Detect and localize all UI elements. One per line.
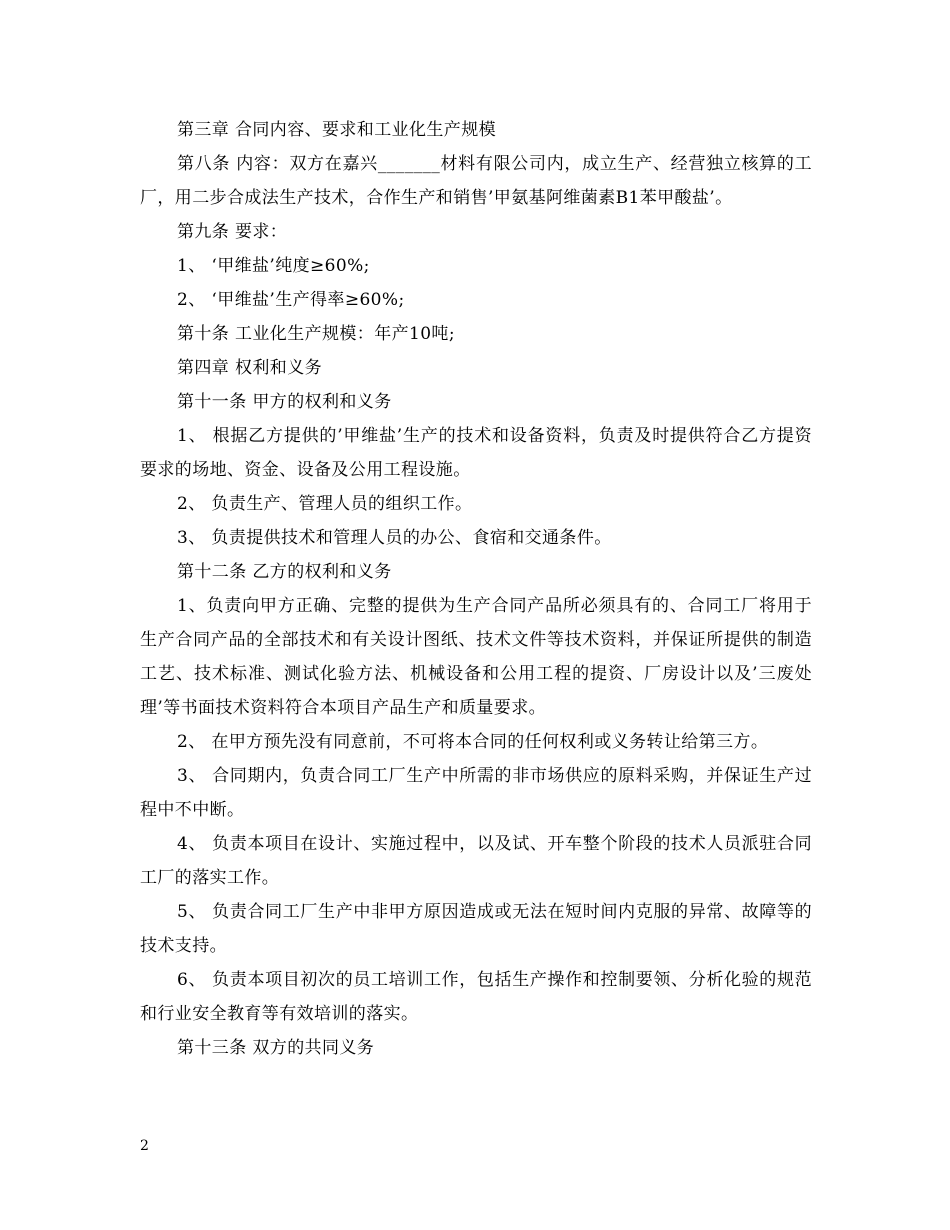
article-12-item-3: 3、 合同期内，负责合同工厂生产中所需的非市场供应的原料采购，并保证生产过程中不中断。 xyxy=(140,766,812,820)
chapter-4-heading: 第四章 权利和义务 xyxy=(177,358,323,378)
article-12-item-6: 6、 负责本项目初次的员工培训工作，包括生产操作和控制要领、分析化验的规范和行业安全教育等有效培训的落实。 xyxy=(140,970,812,1024)
article-11-heading: 第十一条 甲方的权利和义务 xyxy=(177,392,392,412)
article-12-heading: 第十二条 乙方的权利和义务 xyxy=(177,562,392,582)
page-number: 2 xyxy=(140,1138,149,1154)
chapter-3-heading: 第三章 合同内容、要求和工业化生产规模 xyxy=(177,120,497,140)
article-12-item-5: 5、 负责合同工厂生产中非甲方原因造成或无法在短时间内克服的异常、故障等的技术支持。 xyxy=(140,902,812,956)
article-12-item-2: 2、 在甲方预先没有同意前，不可将本合同的任何权利或义务转让给第三方。 xyxy=(177,732,769,752)
article-9-item-2: 2、 ‘甲维盐’生产得率≥60%; xyxy=(177,290,405,310)
document-body xyxy=(140,113,812,1065)
article-8-content: 第八条 内容：双方在嘉兴_______材料有限公司内，成立生产、经营独立核算的工厂，用二步合成法生产技术，合作生产和销售’甲氨基阿维菌素B1苯甲酸盐’。 xyxy=(140,154,812,208)
article-9-heading: 第九条 要求： xyxy=(177,222,288,242)
article-12-item-4: 4、 负责本项目在设计、实施过程中，以及试、开车整个阶段的技术人员派驻合同工厂的落实工作。 xyxy=(140,834,812,888)
article-11-item-2: 2、 负责生产、管理人员的组织工作。 xyxy=(177,494,473,514)
article-9-item-1: 1、 ‘甲维盐’纯度≥60%; xyxy=(177,256,370,276)
article-10-scale: 第十条 工业化生产规模：年产10吨; xyxy=(177,324,455,344)
article-11-item-3: 3、 负责提供技术和管理人员的办公、食宿和交通条件。 xyxy=(177,528,612,548)
article-11-item-1: 1、 根据乙方提供的’甲维盐’生产的技术和设备资料，负责及时提供符合乙方提资要求的场地、资金、设备及公用工程设施。 xyxy=(140,426,812,480)
article-13-heading: 第十三条 双方的共同义务 xyxy=(177,1038,375,1058)
article-12-item-1: 1、负责向甲方正确、完整的提供为生产合同产品所必须具有的、合同工厂将用于生产合同产品的全部技术和有关设计图纸、技术文件等技术资料，并保证所提供的制造工艺、技术标准、测试化验方法、机械设备和公用工程的提资、厂房设计以及’三废处理’等书面技术资料符合本项目产品生产和质量要求。 xyxy=(140,596,812,718)
